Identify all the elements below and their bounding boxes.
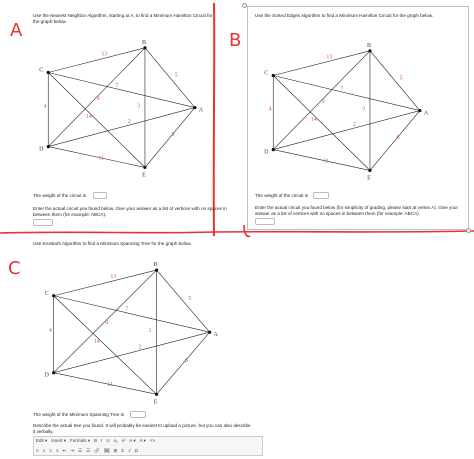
edge-DE [273, 150, 370, 171]
edge-weight-label: 9 [321, 98, 325, 105]
vertex-C [52, 294, 55, 297]
q3-weight-label: The weight of the Minimum Spanning Tree is [33, 412, 124, 417]
edge-EA [145, 108, 195, 168]
annotation-a: A [10, 20, 23, 41]
edge-CB [54, 270, 157, 296]
edge-weight-label: 9 [105, 320, 109, 327]
radio-top[interactable] [242, 3, 247, 8]
vertex-label: E [153, 399, 158, 406]
edge-BA [145, 48, 195, 108]
vertex-label: C [44, 290, 49, 297]
vertex-C [47, 71, 50, 74]
edge-weight-label: 3 [148, 328, 152, 335]
q2-circuit-label: Enter the actual circuit you found below (for simplicity of grading, please start at vertex A). Give your answer as a list of vertices with no spaces in between them (for example: ABCA). [255, 205, 458, 216]
toolbar-button[interactable]: x₂ [113, 438, 118, 443]
rich-text-toolbar [33, 436, 263, 456]
vertex-D [47, 145, 50, 148]
vertex-D [272, 148, 275, 151]
annotation-b: B [229, 30, 242, 51]
q2-instruction: Use the Sorted Edges Algorithm to find a Minimum Hamilton Circuit for the graph below. [255, 13, 434, 18]
vertex-label: B [141, 39, 146, 46]
toolbar-button[interactable]: I [101, 438, 103, 443]
edge-weight-label: 6 [396, 135, 400, 142]
toolbar-row-1 [36, 438, 159, 446]
edge-weight-label: 2 [352, 122, 356, 129]
edge-weight-label: 11 [107, 382, 113, 389]
edge-weight-label: 13 [101, 51, 108, 58]
toolbar-button[interactable]: Edit ▾ [36, 438, 48, 443]
edge-DE [54, 373, 157, 395]
edge-CB [48, 48, 145, 73]
vertex-label: E [367, 175, 371, 182]
vertex-label: D [264, 149, 269, 156]
toolbar-button[interactable]: ≡ [36, 448, 39, 453]
edge-CA [273, 76, 420, 111]
toolbar-button[interactable]: ≡ [55, 448, 59, 453]
edge-DE [48, 147, 145, 168]
edge-weight-label: 6 [184, 357, 188, 364]
q3-instruction: Use Kruskal's Algorithm to find a Minimum Spanning Tree for the graph below. [33, 241, 192, 246]
edge-CB [273, 51, 370, 76]
edge-weight-label: 4 [268, 106, 272, 113]
toolbar-button[interactable]: Σ [121, 448, 125, 453]
toolbar-button[interactable]: √ [128, 448, 131, 453]
q1-instruction: Use the Nearest Neighbor Algorithm, starting at A, to find a Minimum Hamilton Circuit for the graph below. [33, 13, 213, 24]
q3-graph [35, 252, 225, 407]
vertex-A [193, 106, 196, 109]
edge-CA [54, 296, 210, 335]
edge-weight-label: 9 [96, 95, 100, 102]
edge-weight-label: 13 [326, 54, 333, 61]
edge-EA [157, 332, 210, 394]
edge-weight-label: 6 [171, 132, 175, 139]
q3-describe-label: Describe the actual tree you found. It will probably be easiest to upload a picture, but you can also describe it verbally. [33, 423, 251, 434]
q2-weight-label: The weight of the circuit is [255, 193, 309, 198]
edge-weight-label: 11 [323, 158, 330, 165]
edge-weight-label: 5 [188, 295, 192, 302]
toolbar-button[interactable]: B [94, 438, 98, 443]
toolbar-button[interactable]: 🔗 [94, 448, 100, 453]
edge-weight-label: 7 [340, 85, 344, 92]
edge-DA [273, 111, 420, 150]
edge-weight-label: 4 [43, 103, 47, 110]
vertex-E [368, 169, 371, 172]
vertex-E [143, 166, 146, 169]
edge-CA [48, 73, 195, 108]
edge-weight-label: 3 [137, 103, 141, 110]
toolbar-button[interactable]: ☰ [86, 448, 91, 453]
q2-graph [255, 33, 435, 183]
vertex-label: C [39, 67, 44, 74]
annotation-c: C [8, 258, 21, 279]
edge-weight-label: 7 [115, 82, 119, 89]
vertex-label: D [44, 372, 49, 379]
vertex-D [52, 371, 55, 374]
q3-weight-input[interactable] [130, 411, 146, 418]
vertex-label: D [39, 146, 44, 153]
edge-weight-label: 3 [362, 106, 366, 113]
toolbar-button[interactable]: 🖼 [103, 448, 110, 453]
vertex-label: B [153, 262, 158, 269]
edge-DA [54, 332, 210, 373]
edge-BA [370, 51, 420, 111]
toolbar-button[interactable]: ⊞ [113, 448, 118, 453]
toolbar-button[interactable]: ☰ [78, 448, 83, 453]
edge-weight-label: 2 [127, 119, 131, 126]
vertex-C [272, 74, 275, 77]
toolbar-button[interactable]: <> [149, 438, 156, 443]
toolbar-button[interactable]: ⇥ [70, 448, 75, 453]
toolbar-button[interactable]: U [106, 438, 110, 443]
toolbar-button[interactable]: A ▾ [139, 438, 146, 443]
vertex-label: B [366, 42, 371, 49]
vertex-B [143, 46, 146, 49]
q2-weight-input[interactable] [313, 192, 329, 199]
vertex-B [155, 269, 158, 272]
toolbar-button[interactable]: Formats ▾ [70, 438, 91, 443]
vertex-A [208, 331, 211, 334]
q1-weight-input[interactable] [93, 192, 107, 199]
toolbar-button[interactable]: Insert ▾ [51, 438, 67, 443]
q1-graph [30, 30, 210, 180]
edge-weight-label: 14 [85, 114, 92, 120]
toolbar-button[interactable]: x² [121, 438, 126, 443]
toolbar-button[interactable]: ≡ [49, 448, 52, 453]
vertex-label: C [264, 70, 269, 77]
q2-circuit-input[interactable] [255, 218, 275, 225]
q1-weight-label: The weight of the circuit is [33, 193, 87, 198]
toolbar-button[interactable]: ≡ [42, 448, 46, 453]
edge-EA [370, 111, 420, 171]
edge-weight-label: 13 [110, 274, 117, 281]
edge-weight-label: 5 [399, 75, 403, 82]
edge-BA [157, 270, 210, 332]
q1-circuit-input[interactable] [33, 219, 53, 226]
edge-weight-label: 14 [310, 117, 317, 123]
edge-DA [48, 108, 195, 147]
q1-circuit-label: Enter the actual circuit you found below. Give your answer as a list of vertices with no spaces in between them (for example: ABCA). [33, 206, 227, 217]
edge-weight-label: 11 [98, 155, 105, 162]
vertex-A [418, 109, 421, 112]
toolbar-button[interactable]: A ▾ [129, 438, 136, 443]
vertex-B [368, 49, 371, 52]
edge-weight-label: 2 [138, 344, 142, 351]
vertex-E [155, 393, 158, 396]
edge-weight-label: 14 [93, 339, 100, 345]
vertex-label: E [142, 172, 146, 179]
edge-weight-label: 7 [125, 306, 129, 313]
vertex-label: A [198, 107, 204, 114]
toolbar-button[interactable]: ⇤ [62, 448, 67, 453]
toolbar-row-2 [36, 448, 142, 456]
toolbar-button[interactable]: Ω [134, 448, 138, 453]
edge-weight-label: 5 [174, 72, 178, 79]
vertex-label: A [213, 332, 218, 339]
vertex-label: A [423, 110, 429, 117]
radio-bottom[interactable] [466, 228, 471, 233]
edge-weight-label: 4 [48, 328, 52, 335]
